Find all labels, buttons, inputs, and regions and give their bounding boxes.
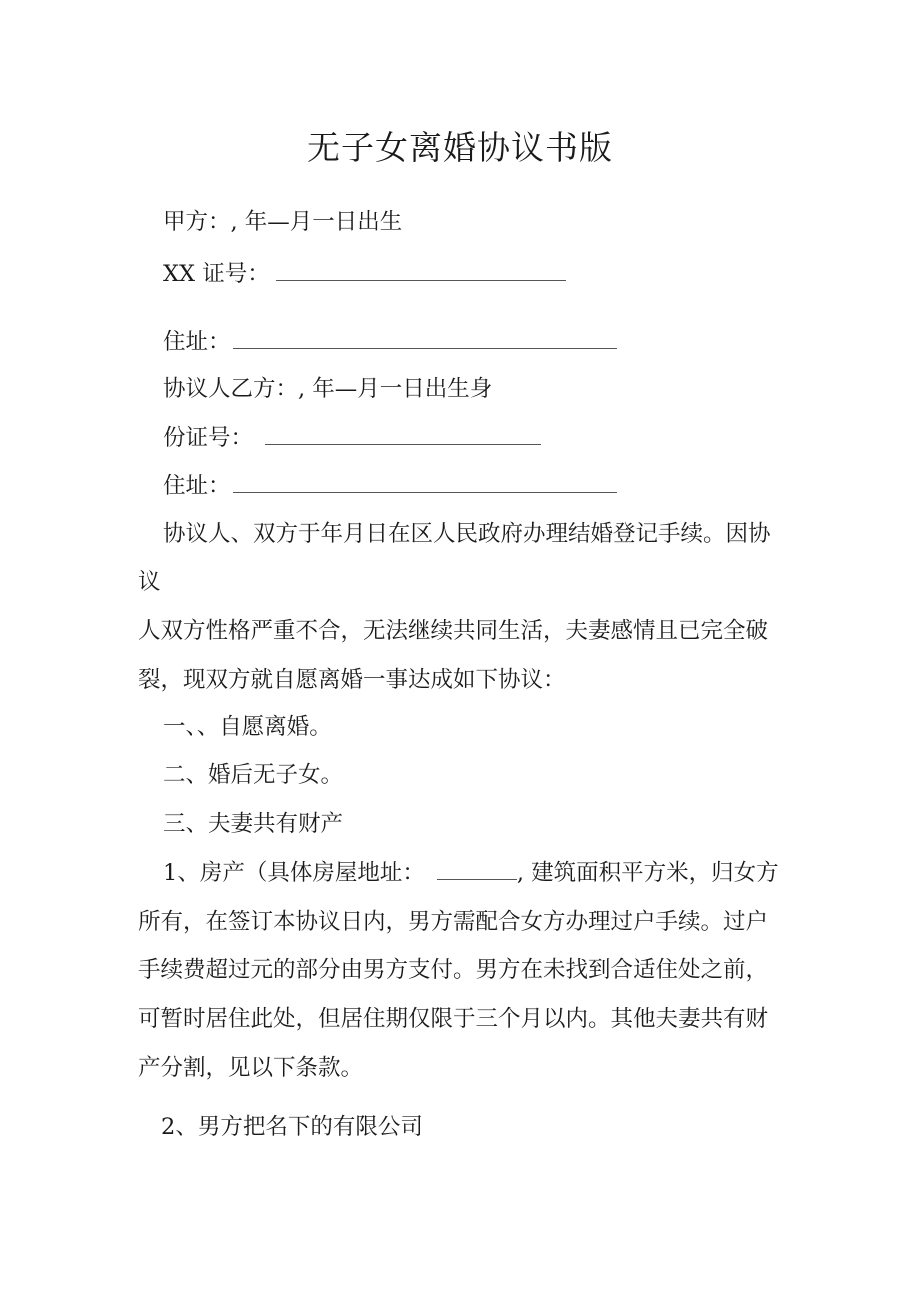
clause-1: 一、、自愿离婚。 xyxy=(163,714,332,740)
party-a-id-label: XX 证号： xyxy=(163,261,270,287)
intro-line-4: 裂，现双方就自愿离婚一事达成如下协议： xyxy=(138,667,566,693)
party-b-id-blank[interactable] xyxy=(265,422,541,445)
clause-3: 三、夫妻共有财产 xyxy=(163,811,344,837)
property-item-1-row xyxy=(163,857,779,889)
party-b-id-row xyxy=(163,422,541,454)
property-item-1-suffix: , 建筑面积平方米，归女方 xyxy=(516,860,779,886)
property-item-2: 2、男方把名下的有限公司 xyxy=(161,1114,423,1140)
intro-line-1: 协议人、双方于年月日在区人民政府办理结婚登记手续。因协 xyxy=(163,521,771,547)
party-b-address-label: 住址： xyxy=(163,473,231,499)
property-line-3: 手续费超过元的部分由男方支付。男方在未找到合适住处之前， xyxy=(138,957,769,983)
party-a-address-row xyxy=(163,326,617,358)
document-title: 无子女离婚协议书版 xyxy=(307,128,613,167)
intro-line-3: 人双方性格严重不合，无法继续共同生活，夫妻感情且已完全破 xyxy=(138,618,769,644)
party-b-address-row xyxy=(163,470,617,502)
party-a-id-row xyxy=(163,258,566,290)
clause-2: 二、婚后无子女。 xyxy=(163,762,344,788)
property-line-2: 所有，在签订本协议日内，男方需配合女方办理过户手续。过户 xyxy=(138,909,769,935)
property-line-5: 产分割，见以下条款。 xyxy=(138,1055,364,1081)
intro-line-2: 议 xyxy=(138,569,161,595)
property-item-1-prefix: 1、房产（具体房屋地址： xyxy=(163,860,425,886)
party-a-line: 甲方：, 年—月一日出生 xyxy=(163,209,403,235)
party-b-id-label: 份证号： xyxy=(163,425,254,451)
property-line-4: 可暂时居住此处，但居住期仅限于三个月以内。其他夫妻共有财 xyxy=(138,1006,769,1032)
party-b-line: 协议人乙方：, 年—月一日出生身 xyxy=(163,376,493,402)
party-b-address-blank[interactable] xyxy=(233,470,617,493)
party-a-address-label: 住址： xyxy=(163,329,231,355)
party-a-address-blank[interactable] xyxy=(233,326,617,349)
property-address-blank[interactable] xyxy=(437,857,517,880)
party-a-id-blank[interactable] xyxy=(276,258,566,281)
